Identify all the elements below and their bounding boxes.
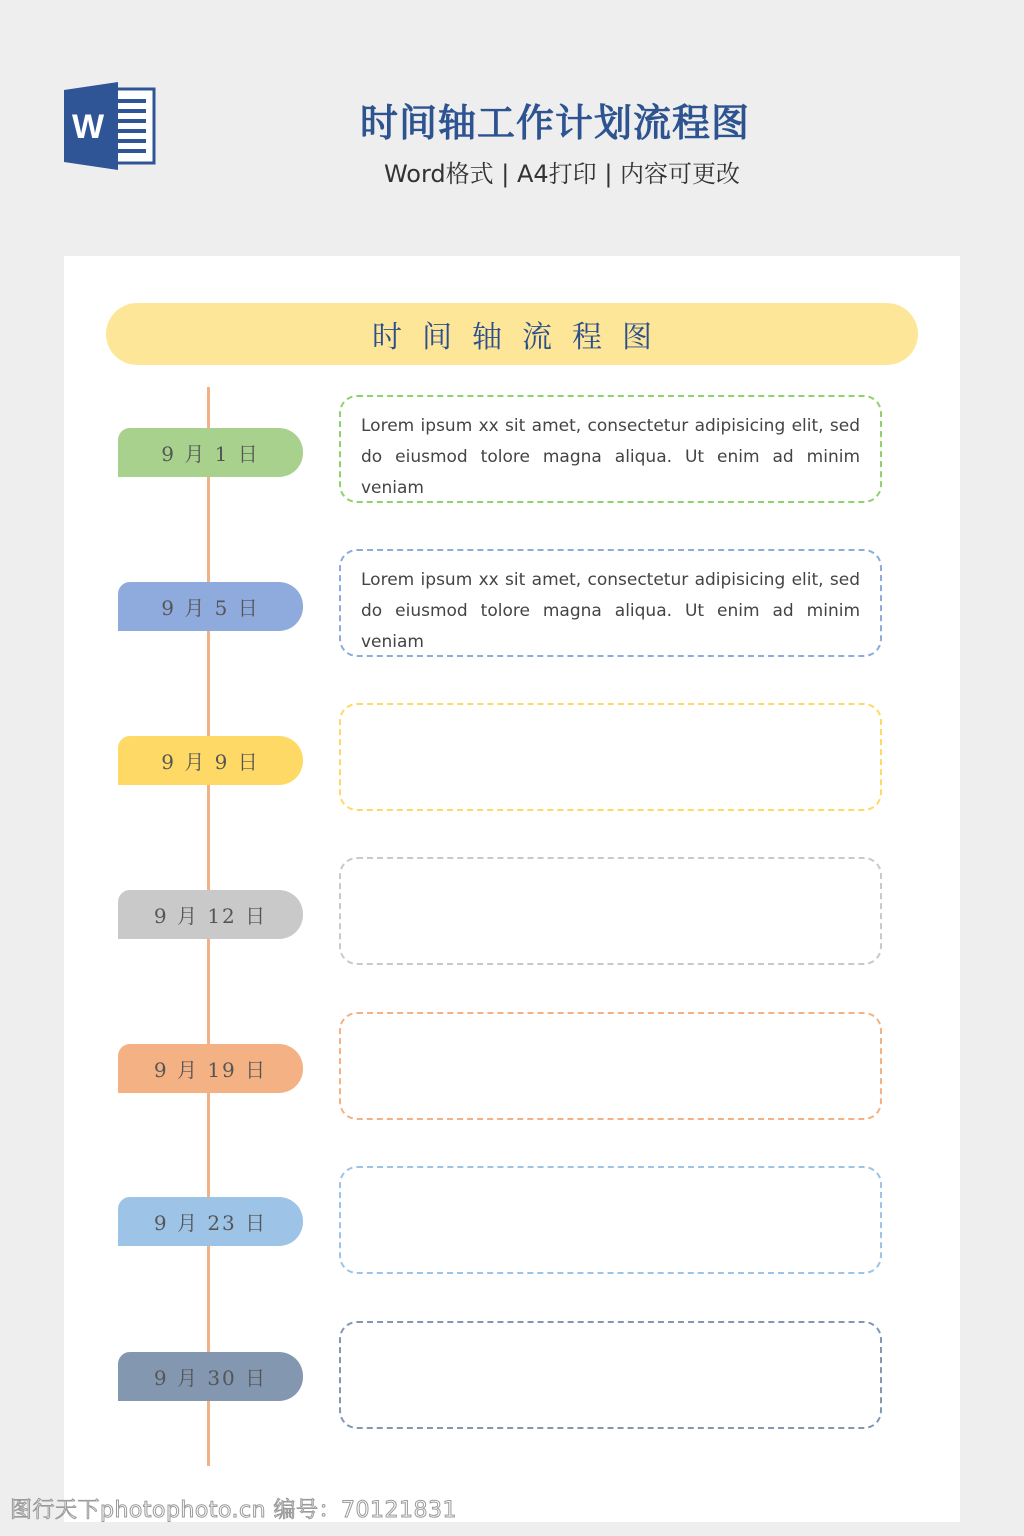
word-icon-letter: W bbox=[71, 108, 105, 146]
content-text-2: Lorem ipsum xx sit amet, consectetur adipisicing elit, sed do eiusmod tolore magna aliqua. Ut enim ad minim veniam bbox=[361, 570, 860, 652]
watermark-text: 图行天下photophoto.cn 编号：70121831 bbox=[10, 1498, 458, 1523]
date-tab-3: 9 月 9 日 bbox=[118, 736, 303, 785]
page-subtitle: Word格式 | A4打印 | 内容可更改 bbox=[383, 160, 741, 188]
content-box-3[interactable] bbox=[339, 703, 882, 811]
date-tab-4: 9 月 12 日 bbox=[118, 890, 303, 939]
page-title: 时间轴工作计划流程图 bbox=[359, 101, 750, 145]
date-tab-5: 9 月 19 日 bbox=[118, 1044, 303, 1093]
content-box-2[interactable] bbox=[339, 549, 882, 657]
content-box-1[interactable] bbox=[339, 395, 882, 503]
content-text-1: Lorem ipsum xx sit amet, consectetur adipisicing elit, sed do eiusmod tolore magna aliqua. Ut enim ad minim veniam bbox=[361, 416, 860, 498]
timeline-banner bbox=[106, 303, 918, 365]
date-tab-2: 9 月 5 日 bbox=[118, 582, 303, 631]
date-tab-1: 9 月 1 日 bbox=[118, 428, 303, 477]
banner-title: 时间轴流程图 bbox=[372, 320, 672, 355]
document-page bbox=[64, 256, 960, 1522]
date-tab-7: 9 月 30 日 bbox=[118, 1352, 303, 1401]
date-tab-6: 9 月 23 日 bbox=[118, 1197, 303, 1246]
content-box-6[interactable] bbox=[339, 1166, 882, 1274]
content-box-5[interactable] bbox=[339, 1012, 882, 1120]
content-box-4[interactable] bbox=[339, 857, 882, 965]
content-box-7[interactable] bbox=[339, 1321, 882, 1429]
